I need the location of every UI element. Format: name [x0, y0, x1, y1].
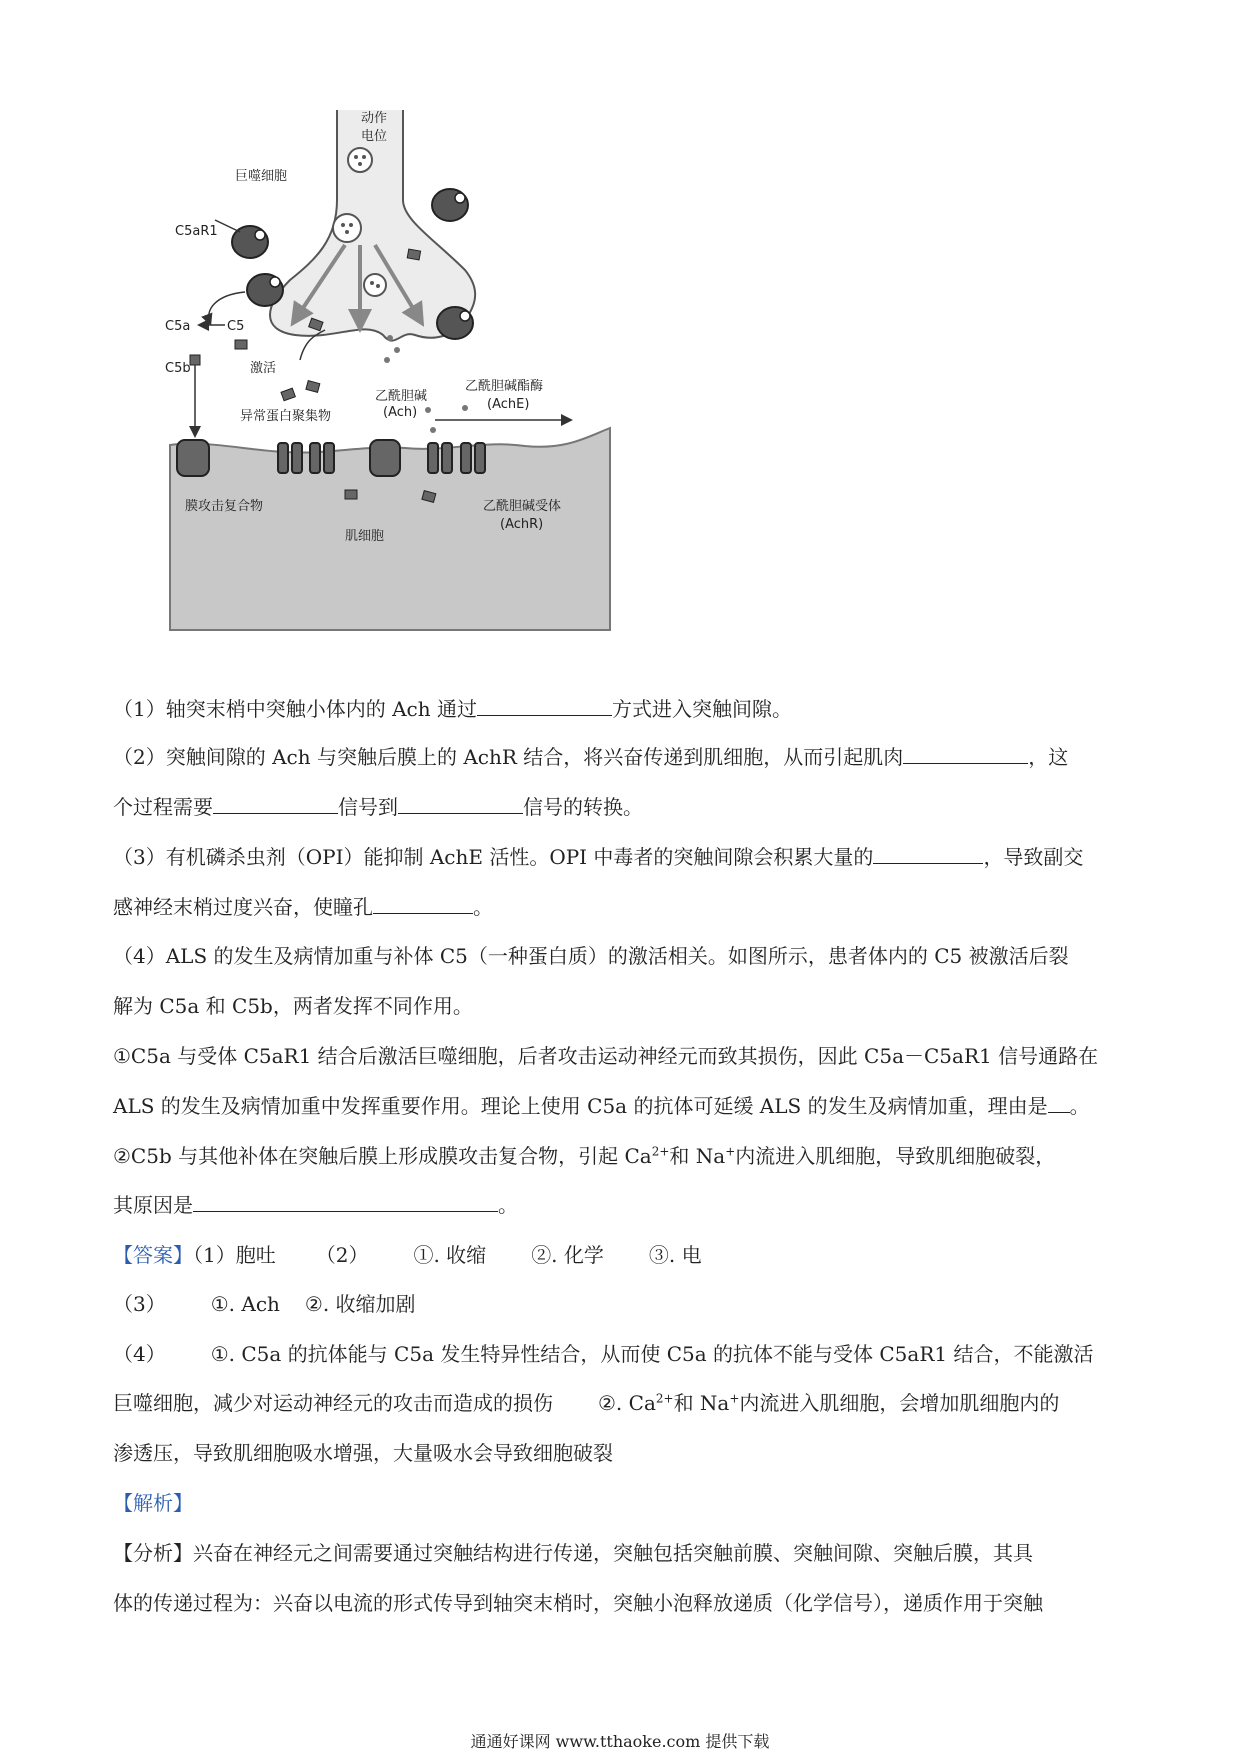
question-2-line-2: 个过程需要 信号到 信号的转换。 — [113, 795, 643, 819]
label-achr-1: 乙酰胆碱受体 — [483, 499, 562, 514]
answer-line-1: 【答案】（1）胞吐 （2） ①. 收缩 ②. 化学 ③. 电 — [113, 1243, 702, 1267]
answer-blank — [213, 793, 338, 814]
answer-tag: 【答案】 — [113, 1243, 193, 1267]
label-muscle-cell: 肌细胞 — [345, 529, 385, 544]
label-activate: 激活 — [250, 361, 277, 376]
analysis-line-2: 体的传递过程为：兴奋以电流的形式传导到轴突末梢时，突触小泡释放递质（化学信号），递质作用于突触 — [113, 1591, 1043, 1615]
question-4-sub-2-line-1: ②C5b 与其他补体在突触后膜上形成膜攻击复合物，引起 $Ca^{2+}$和 Na+内流进入肌细胞，导致肌细胞破裂， — [113, 1144, 1056, 1168]
label-c5a: C5a — [165, 319, 191, 334]
analysis-tag: 【解析】 — [113, 1491, 193, 1515]
label-ach-1: 乙酰胆碱 — [375, 389, 428, 404]
label-macrophage: 巨噬细胞 — [235, 169, 288, 184]
answer-blank — [193, 1191, 498, 1212]
question-4-sub-1-line-2: ALS 的发生及病情加重中发挥重要作用。理论上使用 C5a 的抗体可延缓 ALS 的发生及病情加重，理由是 。 — [113, 1094, 1090, 1118]
label-c5ar1: C5aR1 — [175, 224, 218, 239]
label-ache-1: 乙酰胆碱酯酶 — [465, 379, 544, 394]
answer-blank — [477, 695, 612, 716]
label-c5: C5 — [227, 319, 245, 334]
label-ache-2: (AchE) — [487, 397, 530, 412]
question-2-line-1: （2）突触间隙的 Ach 与突触后膜上的 AchR 结合，将兴奋传递到肌细胞，从而引起肌肉 ，这 — [113, 745, 1069, 769]
label-achr-2: (AchR) — [500, 517, 544, 532]
answer-blank — [398, 793, 523, 814]
synapse-diagram-svg — [165, 110, 665, 640]
question-4-sub-1-line-1: ①C5a 与受体 C5aR1 结合后激活巨噬细胞，后者攻击运动神经元而致其损伤，因此 C5a－C5aR1 信号通路在 — [113, 1044, 1099, 1068]
answer-line-5: 渗透压，导致肌细胞吸水增强，大量吸水会导致细胞破裂 — [113, 1441, 613, 1465]
answer-line-4: 巨噬细胞，减少对运动神经元的攻击而造成的损伤 ②. $Ca^{2+}$和 Na+内流进入肌细胞，会增加肌细胞内的 — [113, 1391, 1060, 1415]
question-4-sub-2-line-2: 其原因是 。 — [113, 1193, 518, 1217]
label-action-potential-1: 动作 — [361, 111, 388, 126]
label-abnormal-protein: 异常蛋白聚集物 — [240, 409, 332, 424]
axon-terminal-shape — [270, 110, 475, 341]
question-4-line-1: （4）ALS 的发生及病情加重与补体 C5（一种蛋白质）的激活相关。如图所示，患者体内的 C5 被激活后裂 — [113, 944, 1069, 968]
question-1: （1）轴突末梢中突触小体内的 Ach 通过 方式进入突触间隙。 — [113, 697, 792, 721]
label-ach-2: (Ach) — [383, 405, 418, 420]
page-footer: 通通好课网 www.tthaoke.com 提供下载 — [470, 1732, 770, 1751]
question-3-line-2: 感神经末梢过度兴奋，使瞳孔 。 — [113, 895, 493, 919]
answer-blank — [373, 893, 473, 914]
label-mac: 膜攻击复合物 — [185, 499, 264, 514]
question-4-line-2: 解为 C5a 和 C5b，两者发挥不同作用。 — [113, 994, 473, 1018]
analysis-line-1: 【分析】兴奋在神经元之间需要通过突触结构进行传递，突触包括突触前膜、突触间隙、突触后膜，其具 — [113, 1541, 1033, 1565]
answer-blank — [903, 743, 1028, 764]
synapse-diagram — [165, 110, 665, 640]
label-c5b: C5b — [165, 361, 191, 376]
answer-blank — [1048, 1092, 1070, 1113]
label-action-potential-2: 电位 — [361, 129, 388, 144]
answer-blank — [873, 843, 983, 864]
answer-line-2: （3） ①. Ach ②. 收缩加剧 — [113, 1292, 416, 1316]
answer-line-3: （4） ①. C5a 的抗体能与 C5a 发生特异性结合，从而使 C5a 的抗体不能与受体 C5aR1 结合，不能激活 — [113, 1342, 1094, 1366]
question-3-line-1: （3）有机磷杀虫剂（OPI）能抑制 AchE 活性。OPI 中毒者的突触间隙会积累大量的 ，导致副交 — [113, 845, 1084, 869]
